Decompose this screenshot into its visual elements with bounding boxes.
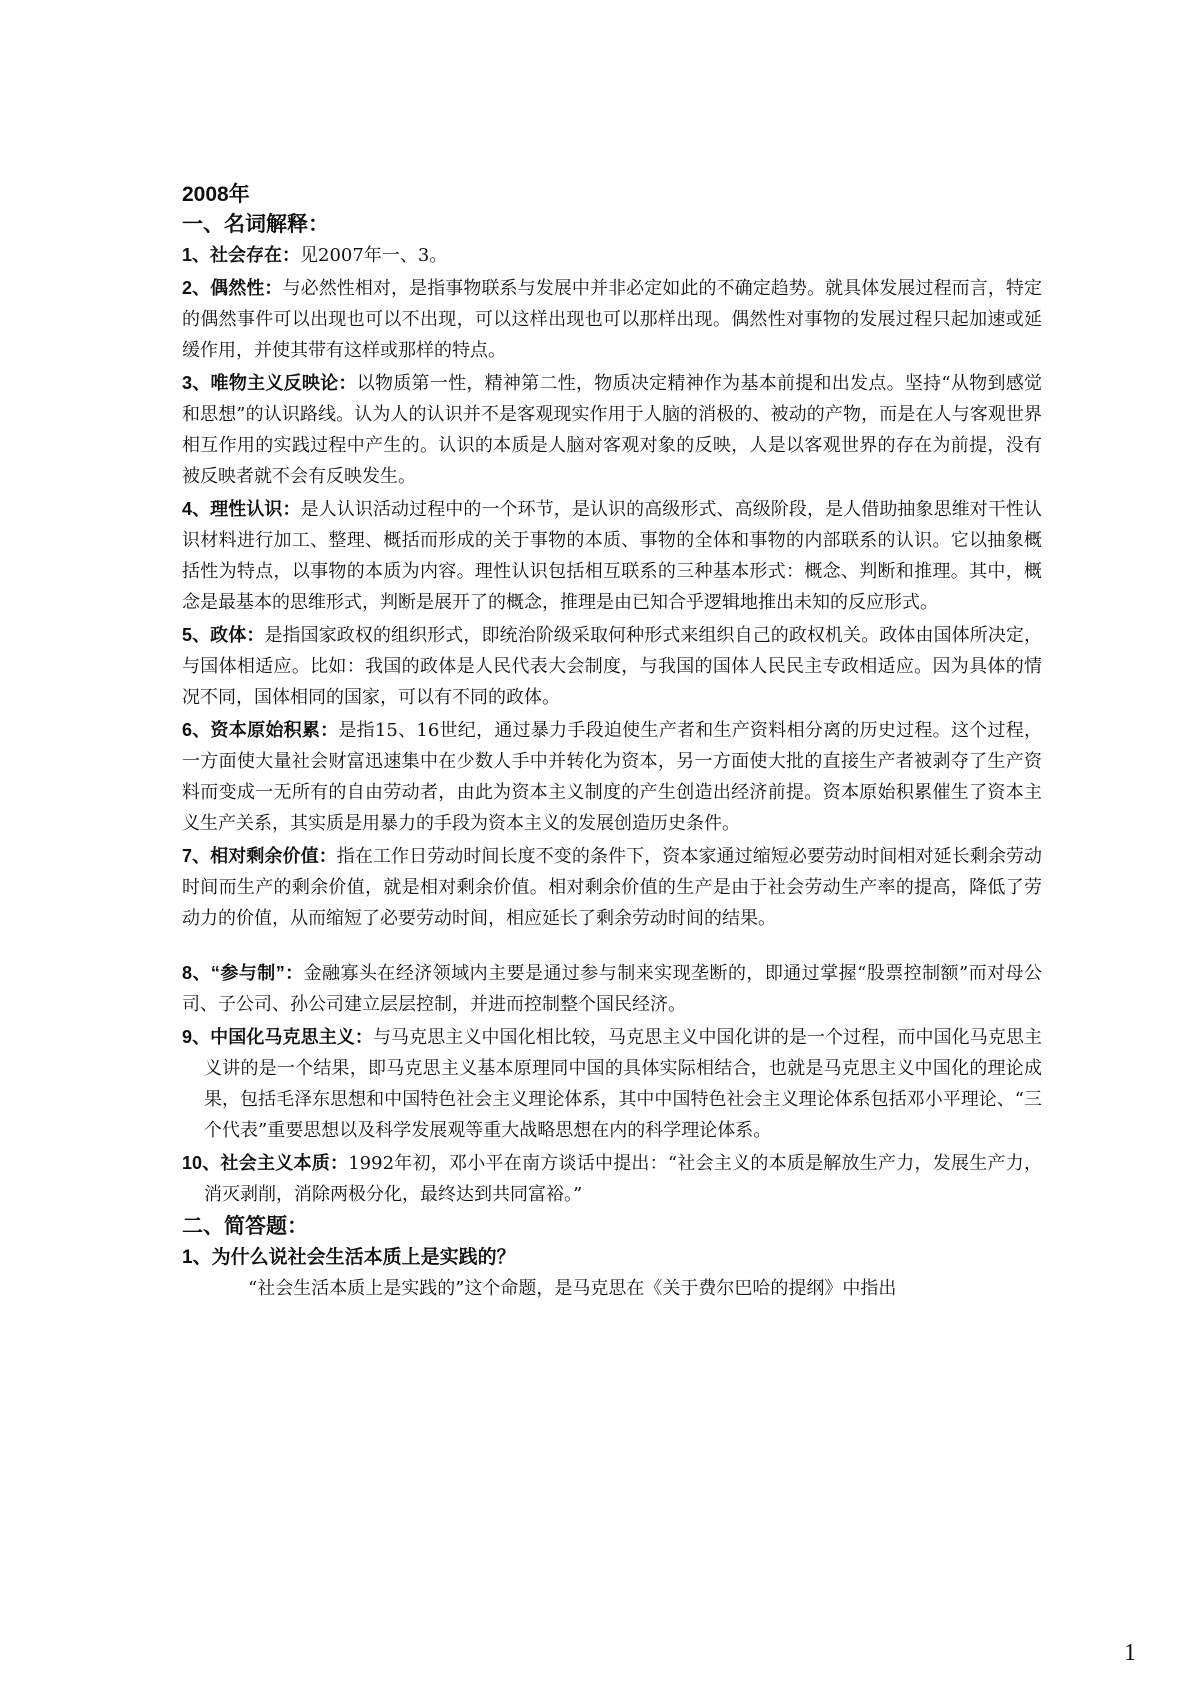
spacer	[182, 936, 1042, 958]
definition-term: 9、中国化马克思主义：	[182, 1027, 373, 1047]
definition-text: 见2007年一、3。	[300, 245, 448, 266]
definition-item	[182, 368, 1042, 492]
definition-text: 金融寡头在经济领域内主要是通过参与制来实现垄断的，即通过掌握“股票控制额”而对母公司、子公司、孙公司建立层层控制，并进而控制整个国民经济。	[182, 963, 1042, 1015]
definition-text: 是人认识活动过程中的一个环节，是认识的高级形式、高级阶段，是人借助抽象思维对干性认识材料进行加工、整理、概括而形成的关于事物的本质、事物的全体和事物的内部联系的认识。它以抽象概括性为特点，以事物的本质为内容。理性认识包括相互联系的三种基本形式：概念、判断和推理。其中，概念是最基本的思维形式，判断是展开了的概念，推理是由已知合乎逻辑地推出未知的反应形式。	[182, 499, 1042, 613]
definition-item	[182, 958, 1042, 1020]
question-heading: 1、为什么说社会生活本质上是实践的？	[182, 1247, 516, 1268]
definition-term: 5、政体：	[182, 625, 265, 645]
definition-text: 与马克思主义中国化相比较，马克思主义中国化讲的是一个过程，而中国化马克思主义讲的是一个结果，即马克思主义基本原理同中国的具体实际相结合，也就是马克思主义中国化的理论成果，包括毛泽东思想和中国特色社会主义理论体系，其中中国特色社会主义理论体系包括邓小平理论、“三个代表”重要思想以及科学发展观等重大战略思想在内的科学理论体系。	[204, 1027, 1043, 1141]
definition-text: 1992年初，邓小平在南方谈话中提出：“社会主义的本质是解放生产力，发展生产力，消灭剥削，消除两极分化，最终达到共同富裕。”	[204, 1153, 1042, 1205]
definition-item	[182, 715, 1042, 839]
definition-item	[182, 240, 1042, 271]
definition-term: 4、理性认识：	[182, 499, 301, 519]
definition-term: 8、“参与制”：	[182, 963, 304, 983]
definition-term: 7、相对剩余价值：	[182, 846, 337, 866]
definition-item	[182, 494, 1042, 618]
definition-item	[182, 1022, 1042, 1146]
definition-text: 以物质第一性，精神第二性，物质决定精神作为基本前提和出发点。坚持“从物到感觉和思想”的认识路线。认为人的认识并不是客观现实作用于人脑的消极的、被动的产物，而是在人与客观世界相互作用的实践过程中产生的。认识的本质是人脑对客观对象的反映，人是以客观世界的存在为前提，没有被反映者就不会有反映发生。	[182, 373, 1042, 487]
definition-term: 1、社会存在：	[182, 245, 301, 265]
page-number: 1	[1124, 1640, 1136, 1666]
definition-term: 10、社会主义本质：	[182, 1153, 349, 1173]
definition-item	[182, 841, 1042, 934]
document-content	[182, 180, 1042, 1304]
definition-term: 6、资本原始积累：	[182, 720, 339, 740]
section-title-definitions: 一、名词解释：	[182, 213, 329, 236]
definition-item	[182, 1148, 1042, 1210]
definition-item	[182, 620, 1042, 713]
year-heading: 2008年	[182, 183, 250, 206]
definition-text: 指在工作日劳动时间长度不变的条件下，资本家通过缩短必要劳动时间相对延长剩余劳动时间而生产的剩余价值，就是相对剩余价值。相对剩余价值的生产是由于社会劳动生产率的提高，降低了劳动力的价值，从而缩短了必要劳动时间，相应延长了剩余劳动时间的结果。	[182, 846, 1042, 929]
definition-text: 是指15、16世纪，通过暴力手段迫使生产者和生产资料相分离的历史过程。这个过程，一方面使大量社会财富迅速集中在少数人手中并转化为资本，另一方面使大批的直接生产者被剥夺了生产资料而变成一无所有的自由劳动者，由此为资本主义制度的产生创造出经济前提。资本原始积累催生了资本主义生产关系，其实质是用暴力的手段为资本主义的发展创造历史条件。	[182, 720, 1043, 834]
definition-text: 与必然性相对，是指事物联系与发展中并非必定如此的不确定趋势。就具体发展过程而言，特定的偶然事件可以出现也可以不出现，可以这样出现也可以那样出现。偶然性对事物的发展过程只起加速或延缓作用，并使其带有这样或那样的特点。	[182, 278, 1043, 361]
section-title-short-answer: 二、简答题：	[182, 1215, 308, 1238]
definition-item	[182, 273, 1042, 366]
definition-term: 2、偶然性：	[182, 278, 283, 298]
answer-paragraph: “社会生活本质上是实践的”这个命题，是马克思在《关于费尔巴哈的提纲》中指出	[248, 1278, 897, 1299]
definition-term: 3、唯物主义反映论：	[182, 373, 357, 393]
definition-text: 是指国家政权的组织形式，即统治阶级采取何种形式来组织自己的政权机关。政体由国体所决定，与国体相适应。比如：我国的政体是人民代表大会制度，与我国的国体人民民主专政相适应。因为具体的情况不同，国体相同的国家，可以有不同的政体。	[182, 625, 1042, 708]
